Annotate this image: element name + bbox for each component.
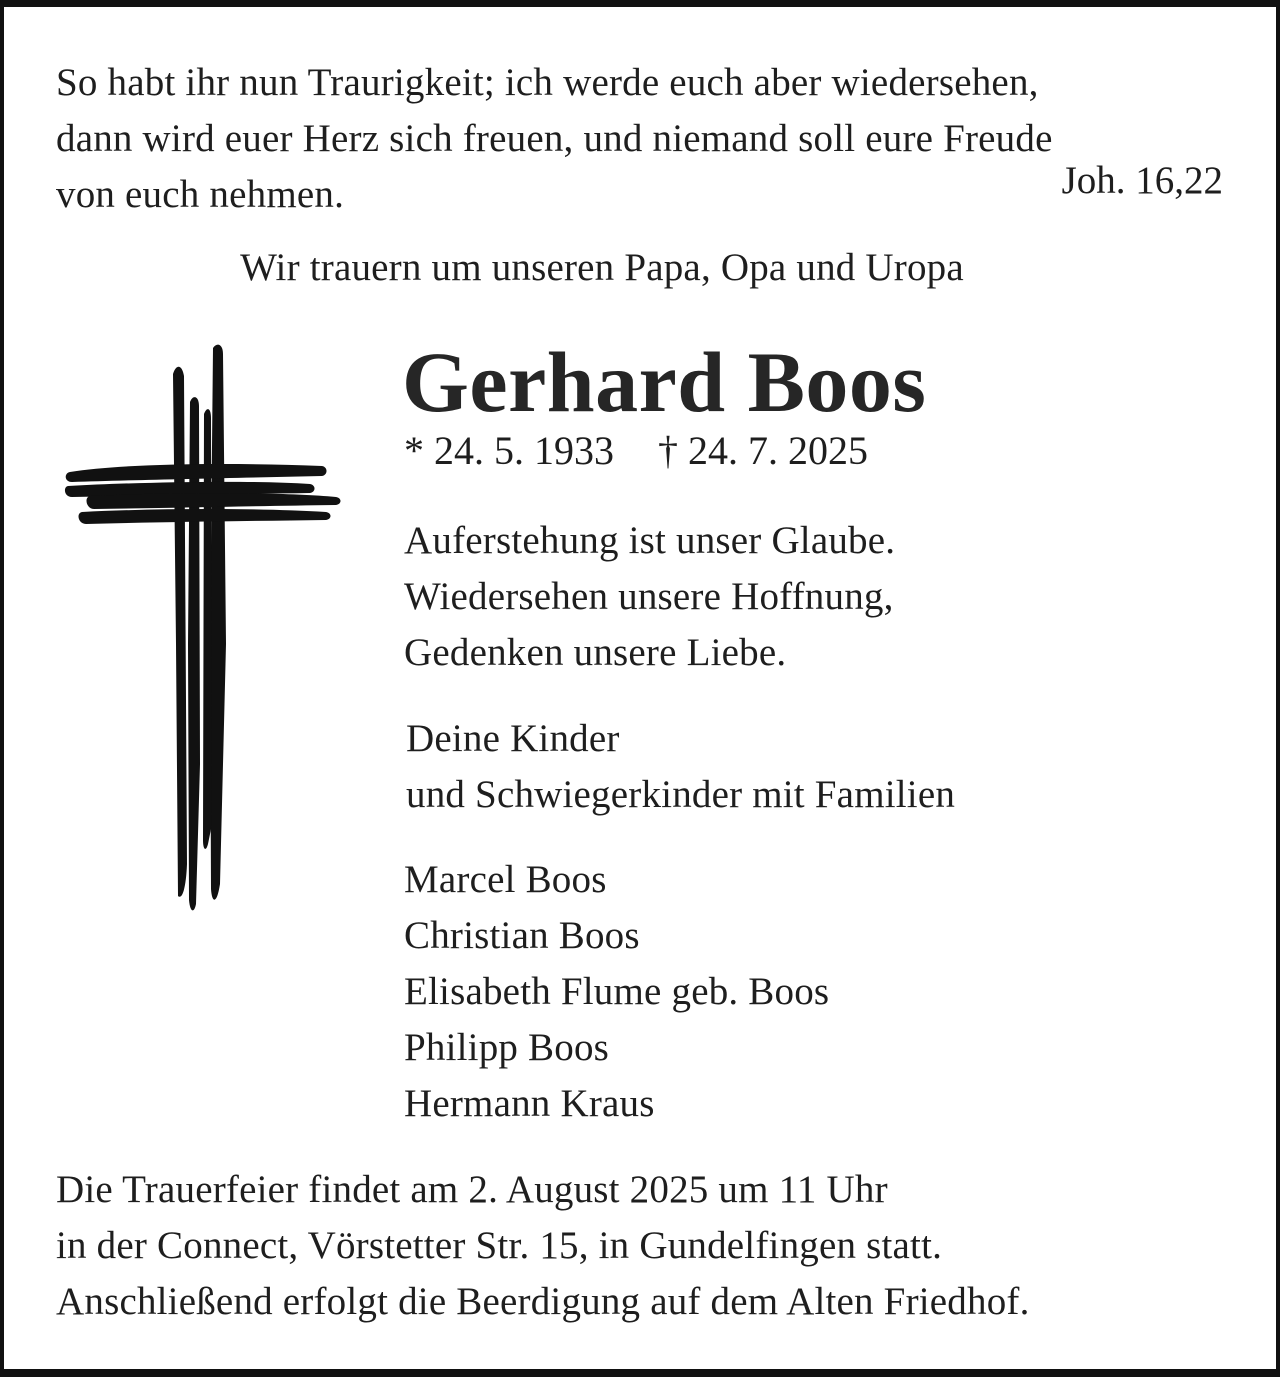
mourning-intro-text: Wir trauern um unseren Papa, Opa und Uropa xyxy=(240,246,964,289)
life-dates xyxy=(404,423,868,479)
motto-line: Auferstehung ist unser Glaube. xyxy=(404,519,896,562)
family-line: Deine Kinder xyxy=(406,717,620,760)
family-line: und Schwiegerkinder mit Familien xyxy=(406,773,956,816)
mourner-name: Marcel Boos xyxy=(404,858,607,901)
motto xyxy=(404,513,895,681)
mourner-name: Philipp Boos xyxy=(404,1026,610,1069)
verse-line: von euch nehmen. xyxy=(56,173,345,216)
death-date: † 24. 7. 2025 xyxy=(658,428,868,473)
motto-line: Wiedersehen unsere Hoffnung, xyxy=(404,575,894,618)
motto-line: Gedenken unsere Liebe. xyxy=(404,631,787,674)
funeral-details xyxy=(56,1162,1030,1330)
bible-verse xyxy=(56,55,1053,223)
mourner-name: Elisabeth Flume geb. Boos xyxy=(404,970,830,1013)
funeral-line: in der Connect, Vörstetter Str. 15, in Gundelfingen statt. xyxy=(56,1224,943,1267)
cross-icon xyxy=(60,344,350,914)
family-signature xyxy=(406,711,955,823)
mourner-name: Christian Boos xyxy=(404,914,640,957)
mourner-list xyxy=(404,852,829,1132)
verse-reference: Joh. 16,22 xyxy=(1061,159,1223,202)
birth-date: * 24. 5. 1933 xyxy=(404,428,614,473)
funeral-line: Die Trauerfeier findet am 2. August 2025 um 11 Uhr xyxy=(56,1168,888,1211)
mourner-name: Hermann Kraus xyxy=(404,1082,655,1125)
verse-line: dann wird euer Herz sich freuen, und niemand soll eure Freude xyxy=(56,117,1053,160)
verse-line: So habt ihr nun Traurigkeit; ich werde euch aber wiedersehen, xyxy=(56,61,1039,104)
deceased-name: Gerhard Boos xyxy=(402,334,927,430)
funeral-line: Anschließend erfolgt die Beerdigung auf dem Alten Friedhof. xyxy=(56,1280,1030,1323)
mourning-intro xyxy=(0,240,1280,296)
